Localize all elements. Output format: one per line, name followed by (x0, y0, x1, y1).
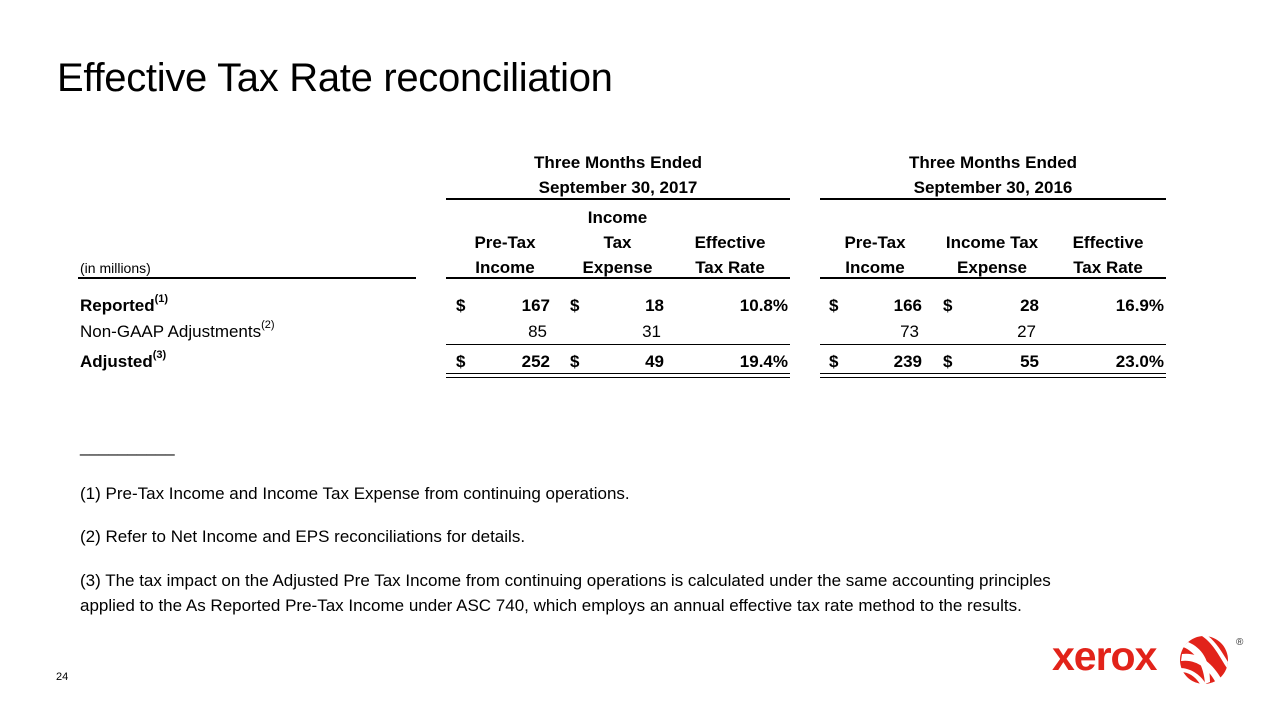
row-reported-r16: 16.9% (1115, 296, 1164, 315)
footnote-1: (1) Pre-Tax Income and Income Tax Expense from continuing operations. (80, 484, 630, 503)
period-2017-line1: Three Months Ended (533, 153, 703, 172)
period-2017-line2: September 30, 2017 (538, 178, 698, 197)
row-adjustments-label: Non-GAAP Adjustments$^{(2)}$ (80, 319, 275, 341)
row-adjusted-t17-currency: $ (570, 352, 580, 371)
header-2016-rate-l1: Effective (1072, 233, 1144, 252)
header-2017-tax-l1: Tax (603, 233, 632, 252)
header-2017-underline (446, 277, 790, 279)
row-reported-p17: 167 (521, 296, 550, 315)
header-2016-pretax-l1: Pre-Tax (844, 233, 906, 252)
row-adjustments-t16: 27 (1017, 322, 1036, 341)
footnote-separator: __________ (80, 437, 175, 456)
xerox-logo (1052, 632, 1248, 695)
row-reported-r17: 10.8% (739, 296, 788, 315)
row-adjustments-t17: 31 (642, 322, 661, 341)
units-underline (78, 277, 416, 279)
registered-mark: ® (1236, 637, 1244, 648)
header-2017-tax-l0: Income (587, 208, 648, 227)
page-title: Effective Tax Rate reconciliation (57, 56, 613, 100)
row-reported-t16: 28 (1020, 296, 1039, 315)
header-2016-pretax-l2: Income (845, 258, 905, 277)
row-reported-t17: 18 (645, 296, 664, 315)
xerox-logo-graphic (1052, 632, 1248, 690)
row-reported-label: Reported$^{(1)}$ (80, 293, 169, 315)
header-2017-pretax-l2: Income (475, 258, 535, 277)
subtotal-2016-underline (820, 344, 1166, 345)
xerox-wordmark: xerox (1052, 633, 1157, 679)
header-2016-tax-l1: Income Tax (945, 233, 1039, 252)
header-2017-rate-l2: Tax Rate (695, 258, 765, 277)
row-adjusted-p17: 252 (521, 352, 550, 371)
total-2016-double-underline (820, 373, 1166, 378)
row-adjusted-p16-currency: $ (829, 352, 839, 371)
period-2016-line2: September 30, 2016 (913, 178, 1073, 197)
row-reported-p16-currency: $ (829, 296, 839, 315)
xerox-sphere-icon (1180, 636, 1228, 684)
row-adjusted-r16: 23.0% (1115, 352, 1164, 371)
header-2016-rate-l2: Tax Rate (1073, 258, 1143, 277)
row-adjusted-t17: 49 (645, 352, 664, 371)
page-number: 24 (56, 671, 69, 683)
header-2016-underline (820, 277, 1166, 279)
period-2017-underline (446, 198, 790, 200)
row-reported-p16: 166 (893, 296, 922, 315)
header-2017-pretax-l1: Pre-Tax (474, 233, 536, 252)
total-2017-double-underline (446, 373, 790, 378)
period-2016-line1: Three Months Ended (908, 153, 1078, 172)
header-2017-tax-l2: Expense (582, 258, 653, 277)
units-label: (in millions) (80, 260, 151, 276)
header-2016-tax-l2: Expense (957, 258, 1027, 277)
row-adjusted-p16: 239 (893, 352, 922, 371)
header-2017-rate-l1: Effective (694, 233, 766, 252)
row-adjustments-p17: 85 (528, 322, 547, 341)
row-adjusted-r17: 19.4% (739, 352, 788, 371)
footnote-2: (2) Refer to Net Income and EPS reconciliations for details. (80, 527, 526, 546)
row-adjusted-t16: 55 (1020, 352, 1039, 371)
subtotal-2017-underline (446, 344, 790, 345)
row-reported-t16-currency: $ (943, 296, 953, 315)
row-adjusted-label: Adjusted$^{(3)}$ (80, 349, 167, 371)
period-2016-underline (820, 198, 1166, 200)
row-adjusted-p17-currency: $ (456, 352, 466, 371)
row-adjusted-t16-currency: $ (943, 352, 953, 371)
row-reported-p17-currency: $ (456, 296, 466, 315)
row-adjustments-p16: 73 (900, 322, 919, 341)
footnote-3-line2: applied to the As Reported Pre-Tax Income under ASC 740, which employs an annual effective tax rate method to the results. (80, 596, 1022, 615)
row-reported-t17-currency: $ (570, 296, 580, 315)
footnote-3-line1: (3) The tax impact on the Adjusted Pre Tax Income from continuing operations is calculated under the same accounting principles (80, 571, 1051, 590)
